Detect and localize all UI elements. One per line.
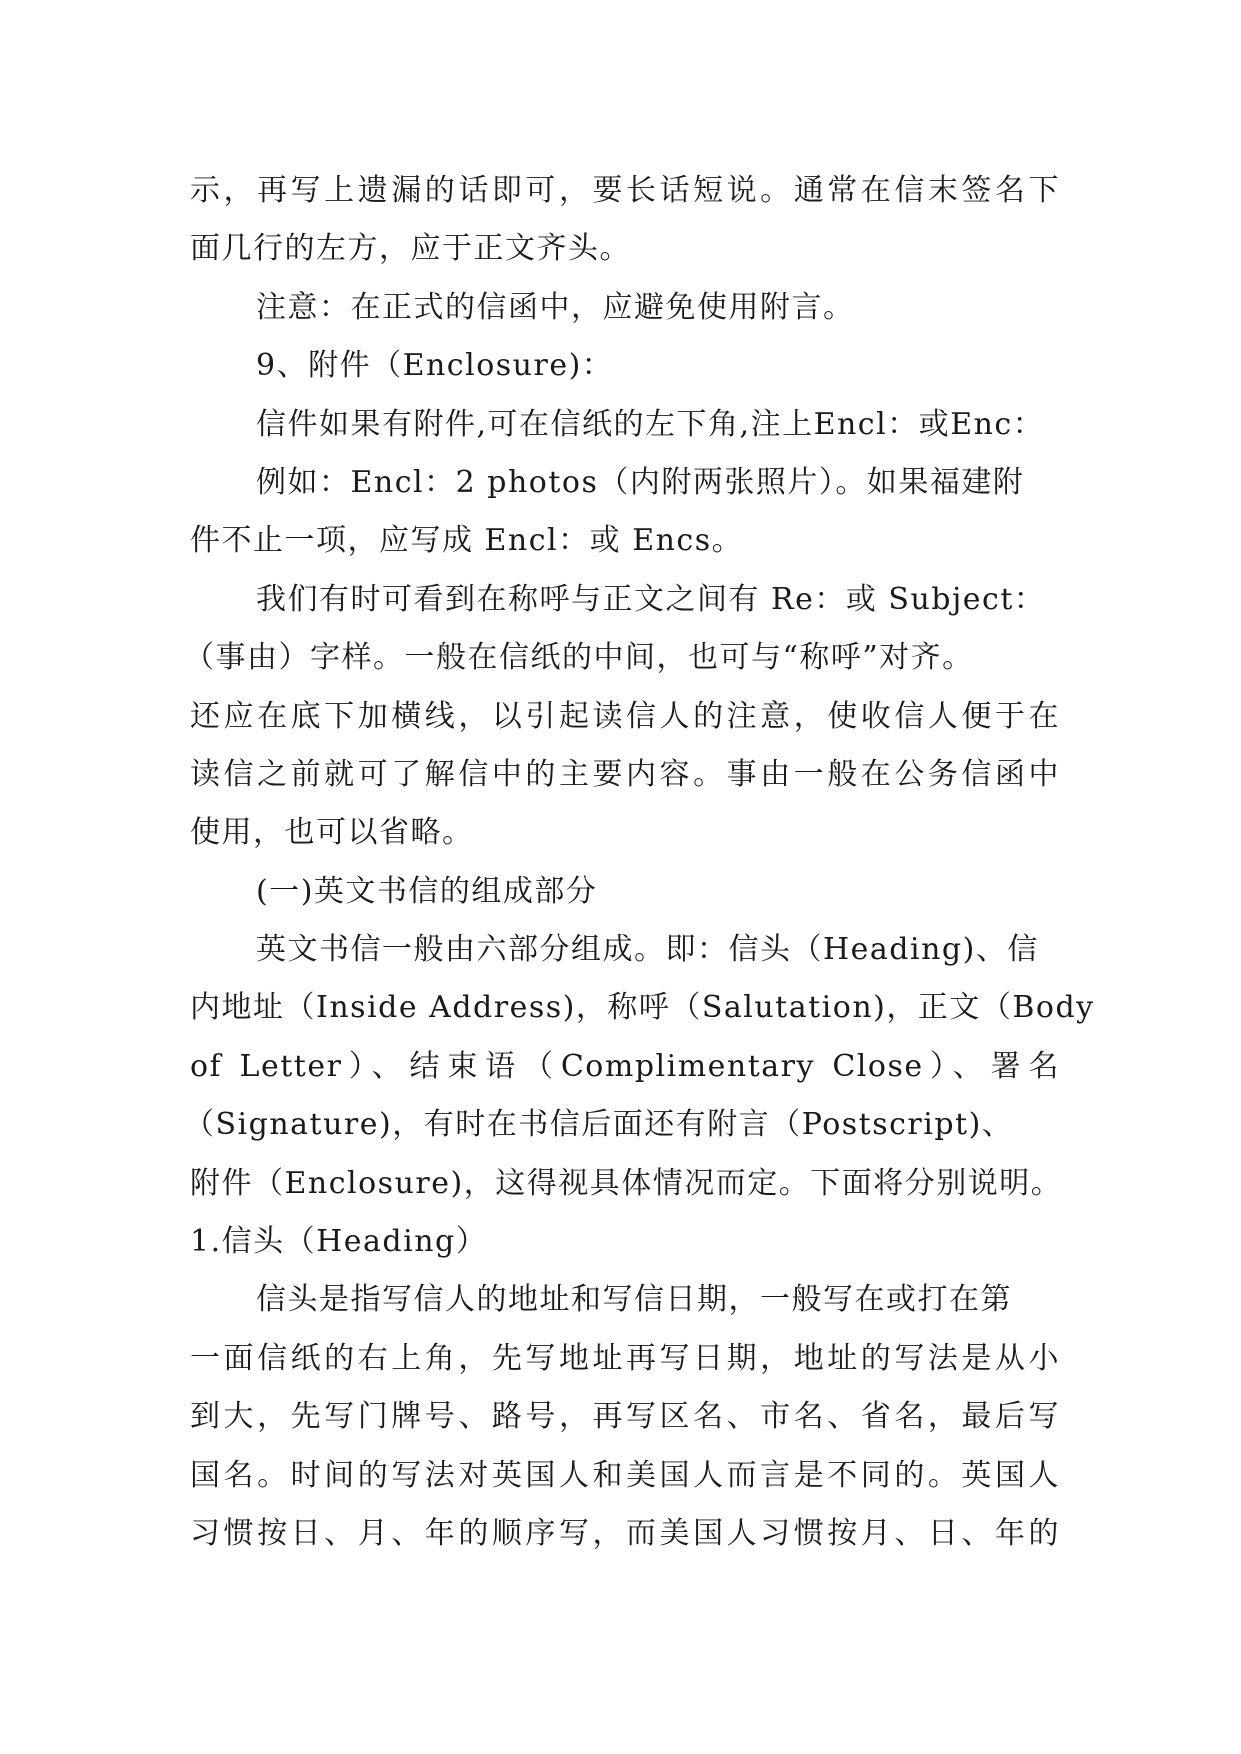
section-heading: 1.信头（Heading） [190,1224,488,1260]
text-line: 示，再写上遗漏的话即可，要长话短说。通常在信末签名下 [190,173,1060,208]
text-line: 国名。时间的写法对英国人和美国人而言是不同的。英国人 [190,1457,1060,1493]
text-line: （Signature)，有时在书信后面还有附言（Postscript)、 [184,1107,1014,1143]
text-line: 例如：Encl：2 photos（内附两张照片）。如果福建附 [256,464,1025,500]
text-line: 我们有时可看到在称呼与正文之间有 Re：或 Subject： [256,581,1046,617]
section-heading: 9、附件（Enclosure)： [256,348,614,384]
text-line: of Letter）、结束语（Complimentary Close）、署名 [190,1048,1060,1084]
text-line: 使用，也可以省略。 [190,815,474,851]
section-heading: (一)英文书信的组成部分 [256,873,598,909]
text-line: 还应在底下加横线，以引起读信人的注意，使收信人便于在 [190,698,1060,734]
text-line: 附件（Enclosure)，这得视具体情况而定。下面将分别说明。 [190,1165,1063,1201]
text-line: 信件如果有附件,可在信纸的左下角,注上Encl：或Enc： [256,406,1045,442]
text-line: 件不止一项，应写成 Encl：或 Encs。 [190,523,744,559]
text-line: 信头是指写信人的地址和写信日期，一般写在或打在第 [256,1282,1012,1318]
text-line: 读信之前就可了解信中的主要内容。事由一般在公务信函中 [190,756,1060,792]
text-line: 面几行的左方，应于正文齐头。 [190,231,631,267]
document-body [184,162,1095,1563]
text-line: 英文书信一般由六部分组成。即：信头（Heading)、信 [256,932,1039,968]
text-line: 到大，先写门牌号、路号，再写区名、市名、省名，最后写 [190,1399,1060,1435]
text-line: （事由）字样。一般在信纸的中间，也可与“称呼”对齐。 [184,640,974,676]
text-line: 一面信纸的右上角，先写地址再写日期，地址的写法是从小 [190,1340,1060,1376]
text-line: 习惯按日、月、年的顺序写，而美国人习惯按月、日、年的 [190,1515,1060,1551]
text-line: 内地址（Inside Address)，称呼（Salutation)，正文（Body [190,990,1095,1026]
text-line: 注意：在正式的信函中，应避免使用附言。 [256,289,855,325]
